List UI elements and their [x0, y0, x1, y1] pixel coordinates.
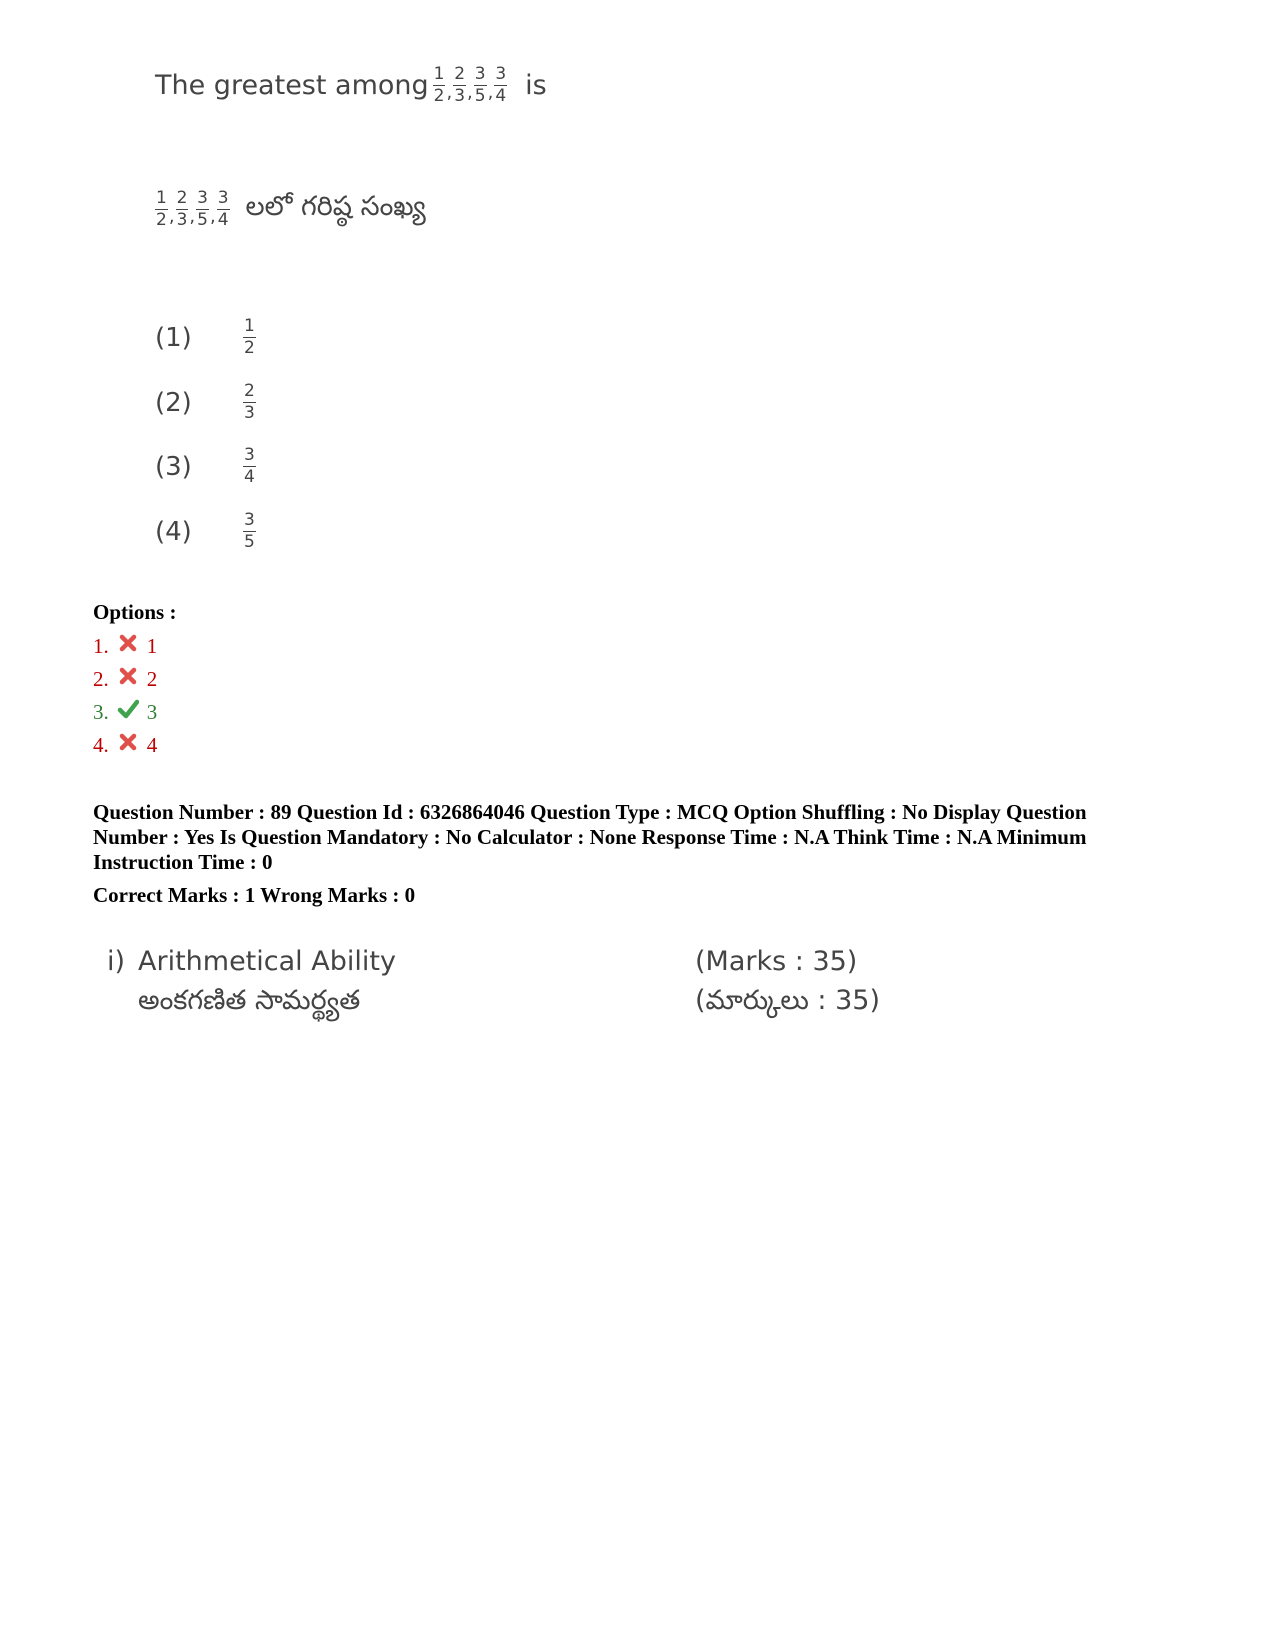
choice-fraction: $\frac{2}{3}$ — [244, 381, 255, 423]
question-en-prefix: The greatest among — [155, 70, 429, 101]
choice-fraction: $\frac{1}{2}$ — [244, 316, 255, 358]
choice-label: (1) — [155, 322, 192, 353]
cross-icon — [117, 632, 139, 654]
question-fraction-list: $\frac{1}{2}$ , $\frac{2}{3}$ , $\frac{3}{5}$ , $\frac{3}{4}$ — [156, 188, 229, 230]
fraction: $\frac{2}{3}$ — [176, 188, 188, 230]
fraction: $\frac{1}{2}$ — [156, 188, 167, 230]
option-value: 3 — [146, 699, 158, 724]
options-heading: Options : — [93, 600, 177, 624]
option-1 — [93, 632, 157, 660]
question-meta-line-1: Question Number : 89 Question Id : 6326864046 Question Type : MCQ Option Shuffling : No Display Question — [93, 800, 1087, 824]
question-te-suffix: లలో గరిష్ఠ సంఖ్య — [245, 190, 426, 222]
section-title-telugu: అంకగణిత సామర్థ్యత — [138, 985, 361, 1016]
marks-line: Correct Marks : 1 Wrong Marks : 0 — [93, 883, 416, 907]
option-4 — [93, 731, 157, 759]
choice-label: (2) — [155, 387, 192, 418]
option-index: 4. — [93, 732, 109, 757]
fraction: $\frac{3}{5}$ — [197, 188, 208, 230]
fraction: $\frac{3}{5}$ — [474, 64, 486, 106]
choice-label: (4) — [155, 516, 192, 547]
question-telugu — [155, 190, 426, 229]
option-value: 2 — [146, 666, 158, 691]
option-index: 3. — [93, 699, 109, 724]
question-english — [155, 66, 547, 105]
section-marks-telugu: (మార్కులు : 35) — [695, 985, 880, 1016]
choice-4 — [155, 512, 256, 551]
fraction: $\frac{1}{2}$ — [433, 64, 445, 106]
option-3 — [93, 698, 157, 726]
option-value: 4 — [146, 732, 158, 757]
question-meta-line-3: Instruction Time : 0 — [93, 850, 273, 874]
section-title-english: Arithmetical Ability — [138, 946, 396, 977]
cross-icon — [117, 731, 139, 753]
fraction: $\frac{3}{4}$ — [217, 188, 229, 230]
fraction: $\frac{2}{3}$ — [454, 64, 466, 106]
cross-icon — [117, 665, 139, 687]
choice-label: (3) — [155, 451, 192, 482]
section-marks-english: (Marks : 35) — [695, 946, 858, 977]
question-en-suffix: is — [525, 70, 547, 101]
question-meta — [93, 800, 1193, 875]
option-index: 2. — [93, 666, 109, 691]
fraction: $\frac{3}{4}$ — [495, 64, 507, 106]
choice-fraction: $\frac{3}{5}$ — [244, 510, 255, 552]
choice-fraction: $\frac{3}{4}$ — [244, 445, 255, 487]
choice-1 — [155, 318, 256, 357]
section-number: i) — [107, 946, 126, 977]
choice-3 — [155, 447, 256, 486]
question-fraction-list: $\frac{1}{2}$ , $\frac{2}{3}$ , $\frac{3}{5}$ , $\frac{3}{4}$ — [433, 64, 507, 106]
option-value: 1 — [146, 633, 158, 658]
check-icon — [117, 698, 139, 720]
choice-2 — [155, 383, 256, 422]
option-2 — [93, 665, 157, 693]
question-meta-line-2: Number : Yes Is Question Mandatory : No Calculator : None Response Time : N.A Think Time : N.A Minimum — [93, 825, 1087, 849]
option-index: 1. — [93, 633, 109, 658]
